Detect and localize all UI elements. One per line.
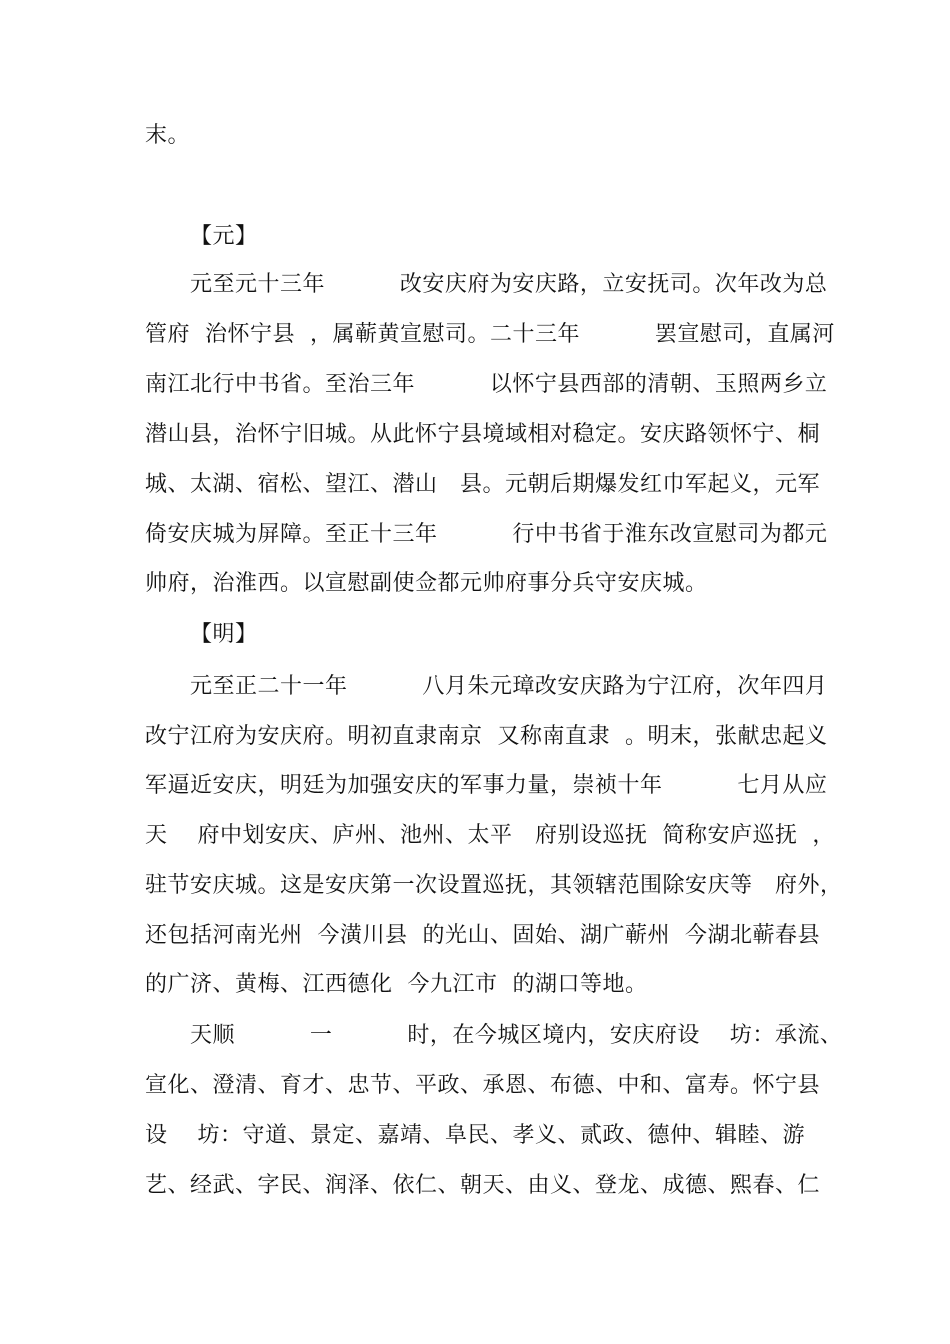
text-line: 天 府中划安庆、庐州、池州、太平 府别设巡抚 简称安庐巡抚 ， (145, 823, 835, 848)
text-line: 元至正二十一年 八月朱元璋改安庆路为宁江府，次年四月 (190, 674, 828, 699)
text-line: 末。 (145, 123, 191, 148)
text-line: 管府 治怀宁县 ，属蕲黄宣慰司。二十三年 罢宣慰司，直属河 (145, 322, 835, 347)
text-line: 潜山县，治怀宁旧城。从此怀宁县境域相对稳定。安庆路领怀宁、桐 (145, 422, 821, 447)
text-line: 倚安庆城为屏障。至正十三年 行中书省于淮东改宣慰司为都元 (145, 522, 828, 547)
text-line: 天顺 一 时，在今城区境内，安庆府设 坊：承流、 (190, 1023, 843, 1048)
text-line: 军逼近安庆，明廷为加强安庆的军事力量，崇祯十年 七月从应 (145, 773, 828, 798)
text-line: 元至元十三年 改安庆府为安庆路，立安抚司。次年改为总 (190, 272, 828, 297)
section-heading-ming: 【明】 (190, 622, 258, 647)
text-line: 还包括河南光州 今潢川县 的光山、固始、湖广蕲州 今湖北蕲春县 (145, 923, 820, 948)
text-line: 城、太湖、宿松、望江、潜山 县。元朝后期爆发红巾军起义，元军 (145, 472, 820, 497)
text-line: 帅府，治淮西。以宣慰副使佥都元帅府事分兵守安庆城。 (145, 571, 708, 596)
text-line: 的广济、黄梅、江西德化 今九江市 的湖口等地。 (145, 972, 648, 997)
text-line: 南江北行中书省。至治三年 以怀宁县西部的清朝、玉照两乡立 (145, 372, 828, 397)
text-line: 驻节安庆城。这是安庆第一次设置巡抚，其领辖范围除安庆等 府外， (145, 873, 843, 898)
text-line: 设 坊：守道、景定、嘉靖、阜民、孝义、贰政、德仲、辑睦、游 (145, 1123, 805, 1148)
text-line: 艺、经武、字民、润泽、依仁、朝天、由义、登龙、成德、熙春、仁 (145, 1173, 821, 1198)
text-line: 改宁江府为安庆府。明初直隶南京 又称南直隶 。明末，张献忠起义 (145, 724, 828, 749)
section-heading-yuan: 【元】 (190, 224, 258, 249)
text-line: 宣化、澄清、育才、忠节、平政、承恩、布德、中和、富寿。怀宁县 (145, 1073, 821, 1098)
